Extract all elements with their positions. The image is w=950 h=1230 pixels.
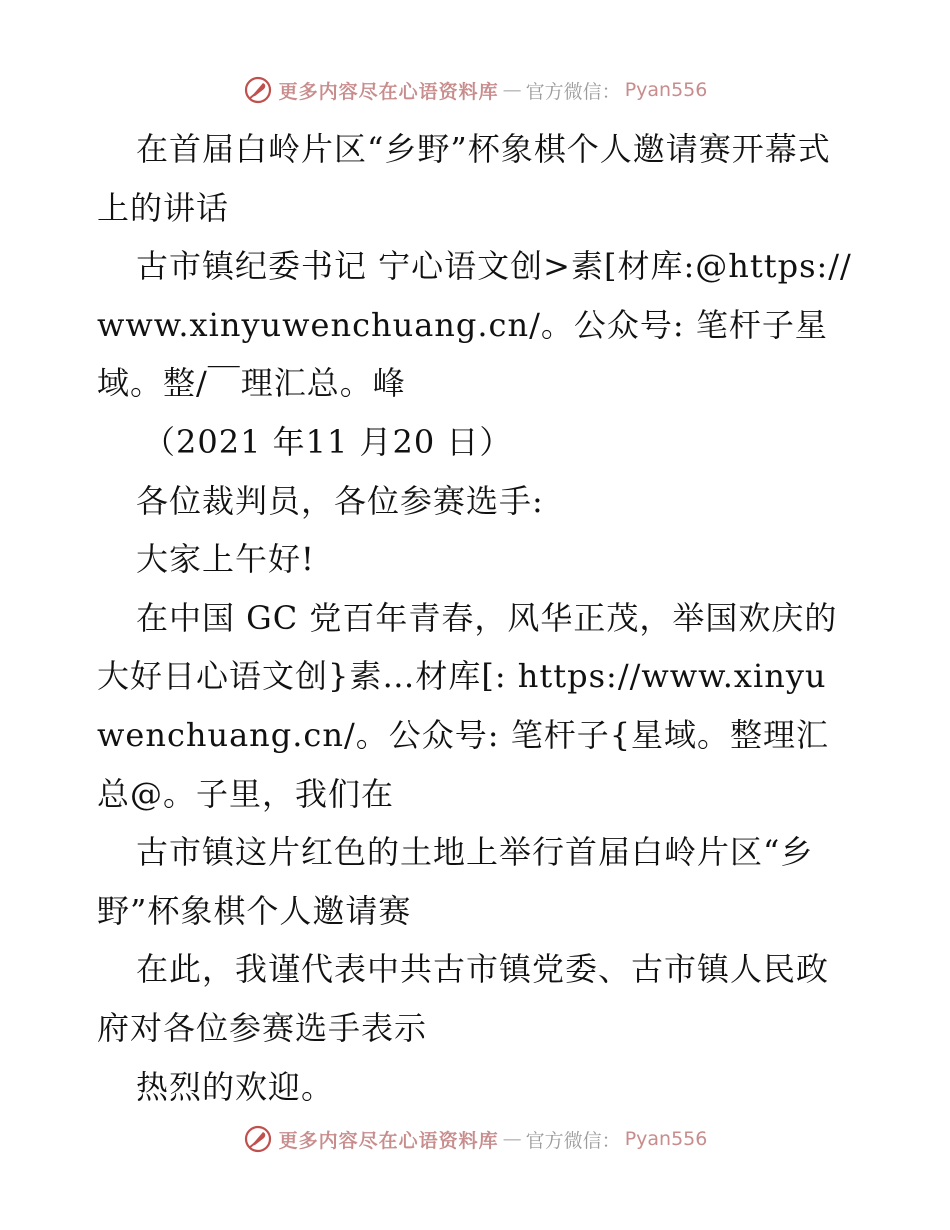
footer-banner-separator: — xyxy=(502,1128,522,1150)
document-body xyxy=(97,120,852,1116)
author-line: 古市镇纪委书记 宁心语文创>素[材库:@https://www.xinyuwenchuang.cn/。公众号: 笔杆子星域。整/￣理汇总。峰 xyxy=(97,247,852,403)
footer-banner-text: 更多内容尽在心语资料库 xyxy=(278,1129,499,1152)
paragraph: 古市镇这片红色的土地上举行首届白岭片区“乡野”杯象棋个人邀请赛 xyxy=(97,833,814,930)
paragraph: 热烈的欢迎。 xyxy=(136,1067,335,1106)
document-date: （2021 年11 月20 日） xyxy=(143,422,513,461)
paragraph: 在中国 GC 党百年青春，风华正茂，举国欢庆的大好日心语文创}素…材库[: https://www.xinyuwenchuang.cn/。公众号: 笔杆子{星域。整理汇总@。子里，我们在 xyxy=(97,598,838,813)
feather-pen-logo-icon xyxy=(243,1124,273,1154)
footer-banner xyxy=(0,1122,950,1156)
greeting: 大家上午好! xyxy=(136,540,315,579)
paragraph: 在此，我谨代表中共古市镇党委、古市镇人民政府对各位参赛选手表示 xyxy=(97,950,830,1047)
header-banner-separator: — xyxy=(502,79,522,101)
footer-wechat-label: 官方微信： xyxy=(525,1129,621,1152)
header-wechat-label: 官方微信： xyxy=(525,80,621,103)
footer-wechat-id: Pyan556 xyxy=(624,1128,708,1150)
header-banner xyxy=(0,73,950,107)
header-wechat-id: Pyan556 xyxy=(624,79,708,101)
feather-pen-logo-icon xyxy=(243,75,273,105)
salutation: 各位裁判员，各位参赛选手: xyxy=(136,481,544,520)
header-banner-text: 更多内容尽在心语资料库 xyxy=(278,80,499,103)
document-title: 在首届白岭片区“乡野”杯象棋个人邀请赛开幕式上的讲话 xyxy=(97,130,831,227)
